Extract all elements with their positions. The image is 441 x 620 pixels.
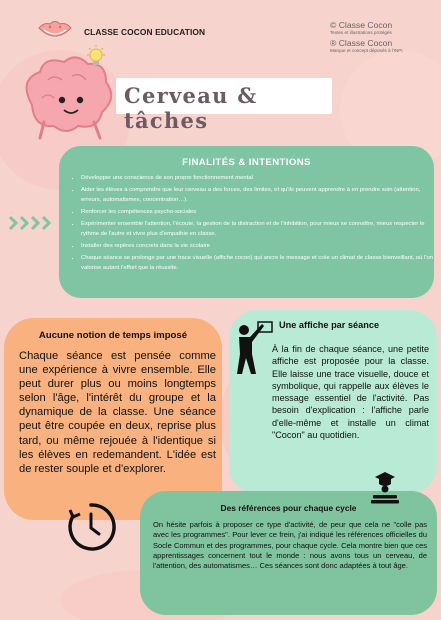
affiche-heading: Une affiche par séance [279,320,380,330]
finalites-item: • Expérimenter ensemble l'attention, l'écoute, la gestion de la distraction et de l'inhibition, pour mieux se connaître, mieux respecter le rythme de l'autre et vivre plus d'empathie en classe. [81,220,437,238]
graduate-books-icon [364,469,406,509]
references-heading: Des références pour chaque cycle [220,503,357,513]
brand-name: CLASSE COCON EDUCATION [84,27,206,37]
finalites-item: • Chaque séance se prolonge par une trace visuelle (affiche cocon) qui ancre le message et crée un climat de classe bienveillant, où l'on valorise autant l'effort que la réussite. [81,254,437,272]
finalites-list [71,174,437,276]
copyright-1-sub: Textes et illustrations protégés [330,30,392,35]
finalites-item: • Développer une conscience de son propre fonctionnement mental [81,174,437,183]
title-banner [116,78,332,133]
finalites-heading: FINALITÉS & INTENTIONS [182,157,311,168]
finalites-item: • Aider les élèves à comprendre que leur cerveau a des forces, des limites, et qu'ils peuvent apprendre à en prendre soin (attention, erreurs, automatismes, concentration…). [81,186,437,204]
presenter-icon [234,318,274,376]
copyright-1: © Classe Cocon [330,20,393,30]
temps-heading: Aucune notion de temps imposé [38,330,188,341]
lightbulb-icon [84,44,108,70]
page-title: Cerveau & tâches [124,83,258,133]
clock-icon [66,502,116,552]
temps-section [4,318,222,520]
copyright-block [330,20,438,55]
finalites-section [59,146,434,298]
copyright-2-sub: Marque et concept déposés à l'INPI [330,47,403,53]
copyright-2: ® Classe Cocon [330,37,393,48]
references-text: On hésite parfois à proposer ce type d'activité, de peur que cela ne "colle pas avec les programmes". Pour lever ce frein, j'ai indiqué les références officielles du Socle Commun et des programmes, pour chaque cycle. Cela montre bien que ces apprentissages concernent tout le monde : nous avons tous un cerveau, de l'attention, des automatismes… Ces séances sont donc adaptées à tout âge. [153,520,427,571]
cocon-logo-icon [36,18,74,42]
finalites-item: • Installer des repères concrets dans la vie scolaire [81,242,437,251]
chevrons-icon [8,215,58,231]
affiche-text: À la fin de chaque séance, une petite affiche est proposée pour la classe. Elle laisse une trace visuelle, douce et symbolique, qui rappelle aux élèves le message essentiel de l'activité. Pas besoin d'explication : l'affiche parle d'elle-même et installe un climat "Cocon" au quotidien. [272,344,429,441]
finalites-item: • Renforcer les compétences psycho-sociales [81,208,437,217]
references-section [140,491,437,615]
temps-text: Chaque séance est pensée comme une expérience à vivre ensemble. Elle peut durer plus ou moins longtemps selon l'âge, l'intérêt du groupe et la dynamique de la classe. Une séance peut être coupée en deux, reprise plus tard, ou même rejouée à l'identique si les élèves en redemandent. L'idée est de rester souple et d'explorer. [19,350,216,475]
